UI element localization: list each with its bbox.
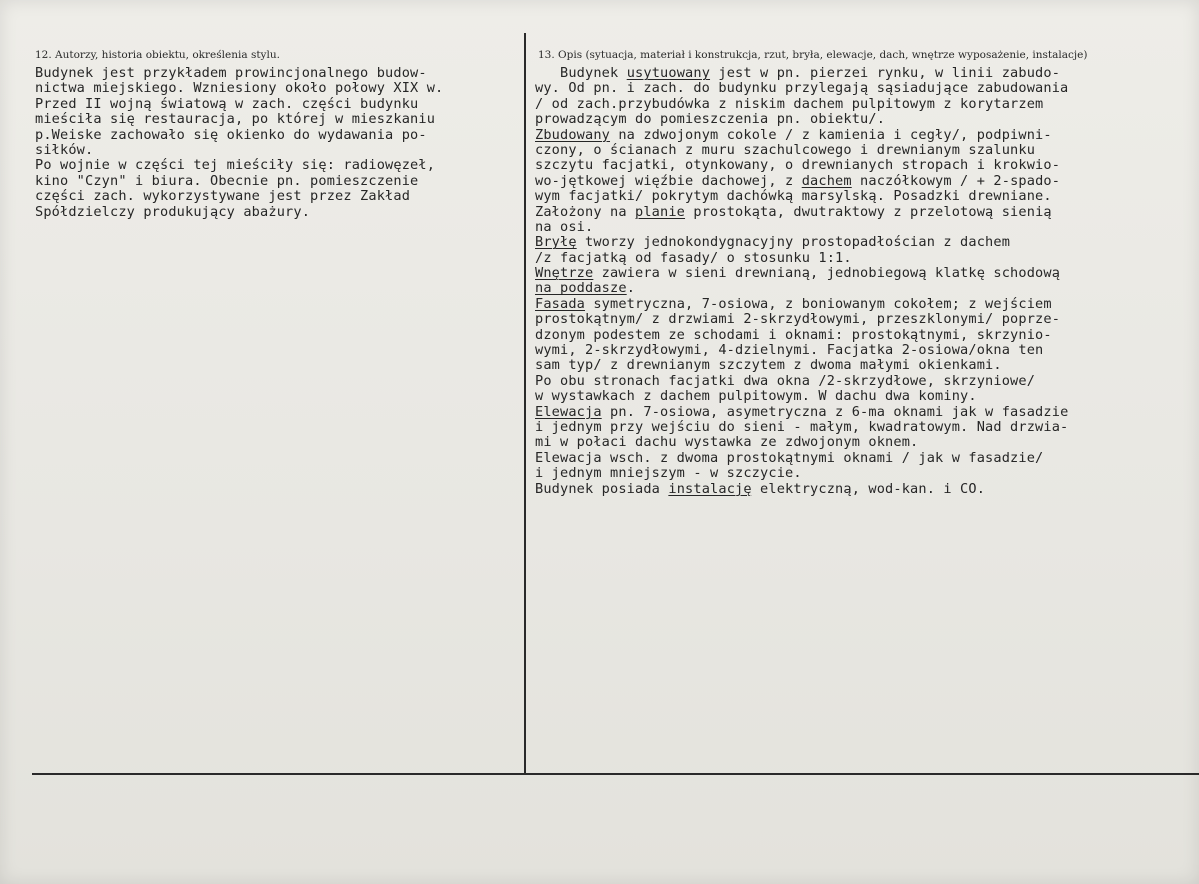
text-line: p.Weiske zachowało się okienko do wydawania po- — [35, 126, 427, 143]
section-13-heading: 13. Opis (sytuacja, materiał i konstrukcja, rzut, bryła, elewacje, dach, wnętrze wyposażenie, instalacje) — [538, 49, 1088, 61]
text-segment: mi w połaci dachu wystawka ze zdwojonym oknem. — [535, 434, 919, 451]
text-line: Budynek jest przykładem prowincjonalnego budow- — [35, 65, 427, 81]
text-line — [535, 312, 1197, 327]
underlined-keyword: usytuowany — [626, 65, 711, 81]
text-segment: na osi. — [535, 218, 594, 235]
text-line — [535, 482, 1197, 497]
text-segment: prostokątnym/ z drzwiami 2-skrzydłowymi, przeszklonymi/ poprze- — [535, 311, 1061, 328]
text-segment: wym facjatki/ pokrytym dachówką marsylską. Posadzki drewniane. — [535, 188, 1052, 205]
underlined-keyword: dachem — [801, 172, 852, 189]
underlined-keyword: instalację — [668, 480, 752, 497]
text-line: kino "Czyn" i biura. Obecnie pn. pomieszczenie — [35, 172, 419, 189]
text-line — [535, 251, 1197, 266]
text-line — [535, 235, 1197, 250]
text-segment: naczółkowym / + 2-spado- — [851, 172, 1061, 189]
text-line — [535, 112, 1197, 127]
text-segment: / od zach.przybudówka z niskim dachem pulpitowym z korytarzem — [535, 95, 1044, 112]
underlined-keyword: Wnętrze — [535, 265, 594, 282]
text-segment: tworzy jednokondygnacyjny prostopadłościan z dachem — [576, 234, 1011, 251]
text-segment: Budynek posiada — [535, 480, 669, 497]
text-line — [535, 266, 1197, 281]
text-segment: wo-jętkowej więźbie dachowej, z — [535, 172, 802, 189]
text-line — [535, 328, 1197, 343]
text-line — [535, 66, 1197, 81]
text-segment: elektryczną, wod-kan. i CO. — [751, 480, 986, 497]
section-12-heading: 12. Autorzy, historia obiektu, określenia stylu. — [35, 49, 280, 61]
text-line — [535, 466, 1197, 481]
text-line — [535, 189, 1197, 204]
underlined-keyword: Fasada — [535, 295, 586, 312]
text-segment: dzonym podestem ze schodami i oknami: prostokątnymi, skrzynio- — [535, 326, 1052, 343]
text-line — [535, 374, 1197, 389]
text-line — [535, 81, 1197, 96]
text-line: Spółdzielczy produkujący abażury. — [35, 203, 311, 220]
text-line — [535, 205, 1197, 220]
text-segment: /z facjatką od fasady/ o stosunku 1:1. — [535, 249, 852, 266]
text-segment: jest w pn. pierzei rynku, w linii zabudo- — [710, 65, 1061, 81]
text-line: części zach. wykorzystywane jest przez Zakład — [35, 188, 411, 205]
text-segment: pn. 7-osiowa, asymetryczna z 6-ma oknami jak w fasadzie — [601, 403, 1069, 420]
text-segment: szczytu facjatki, otynkowany, o drewnianych stropach i krokwio- — [535, 157, 1061, 174]
history-text — [35, 66, 523, 220]
text-line — [535, 143, 1197, 158]
bottom-rule — [32, 773, 1199, 775]
text-line — [535, 451, 1197, 466]
text-segment: wy. Od pn. i zach. do budynku przylegają sąsiadujące zabudowania — [535, 80, 1069, 97]
underlined-keyword: planie — [635, 203, 686, 220]
text-line — [535, 220, 1197, 235]
text-line — [535, 389, 1197, 404]
text-segment: czony, o ścianach z muru szachulcowego i drewnianym szalunku — [535, 141, 1036, 158]
text-line: Po wojnie w części tej mieściły się: radiowęzeł, — [35, 157, 436, 174]
text-segment: prostokąta, dwutraktowy z przelotową sienią — [685, 203, 1052, 220]
text-segment: Elewacja wsch. z dwoma prostokątnymi oknami / jak w fasadzie/ — [535, 449, 1044, 466]
text-line: mieściła się restauracja, po której w mieszkaniu — [35, 111, 436, 128]
text-segment: Po obu stronach facjatki dwa okna /2-skrzydłowe, skrzyniowe/ — [535, 372, 1036, 389]
text-line — [535, 128, 1197, 143]
text-segment: i jednym mniejszym - w szczycie. — [535, 465, 802, 482]
text-segment: wymi, 2-skrzydłowymi, 4-dzielnymi. Facjatka 2-osiowa/okna ten — [535, 342, 1044, 359]
description-text — [535, 66, 1197, 497]
underlined-keyword: na poddasze — [535, 280, 627, 297]
text-line — [535, 405, 1197, 420]
text-segment: sam typ/ z drewnianym szczytem z dwoma małymi okienkami. — [535, 357, 1002, 374]
text-line — [535, 158, 1197, 173]
text-segment: symetryczna, 7-osiowa, z boniowanym cokołem; z wejściem — [585, 295, 1052, 312]
text-line — [535, 435, 1197, 450]
text-segment: . — [626, 280, 636, 297]
text-line — [535, 343, 1197, 358]
text-segment: Budynek — [535, 65, 627, 81]
text-line: siłków. — [35, 141, 94, 158]
text-line — [535, 97, 1197, 112]
underlined-keyword: Elewacja — [535, 403, 602, 420]
text-segment: i jednym przy wejściu do sieni - małym, kwadratowym. Nad drzwia- — [535, 418, 1069, 435]
text-line — [535, 297, 1197, 312]
text-segment: na zdwojonym cokole / z kamienia i cegły/, podpiwni- — [610, 126, 1052, 143]
text-segment: Założony na — [535, 203, 636, 220]
underlined-keyword: Bryłę — [535, 234, 577, 251]
text-line — [535, 281, 1197, 296]
text-segment: zawiera w sieni drewnianą, jednobiegową klatkę schodową — [593, 265, 1061, 282]
text-segment: prowadzącym do pomieszczenia pn. obiektu/. — [535, 111, 886, 128]
text-line — [535, 174, 1197, 189]
column-divider — [524, 33, 526, 773]
text-line: Przed II wojną światową w zach. części budynku — [35, 95, 419, 112]
underlined-keyword: Zbudowany — [535, 126, 611, 143]
text-line — [535, 358, 1197, 373]
text-line — [535, 420, 1197, 435]
text-segment: w wystawkach z dachem pulpitowym. W dachu dwa kominy. — [535, 388, 977, 405]
text-line: nictwa miejskiego. Wzniesiony około połowy XIX w. — [35, 80, 444, 97]
